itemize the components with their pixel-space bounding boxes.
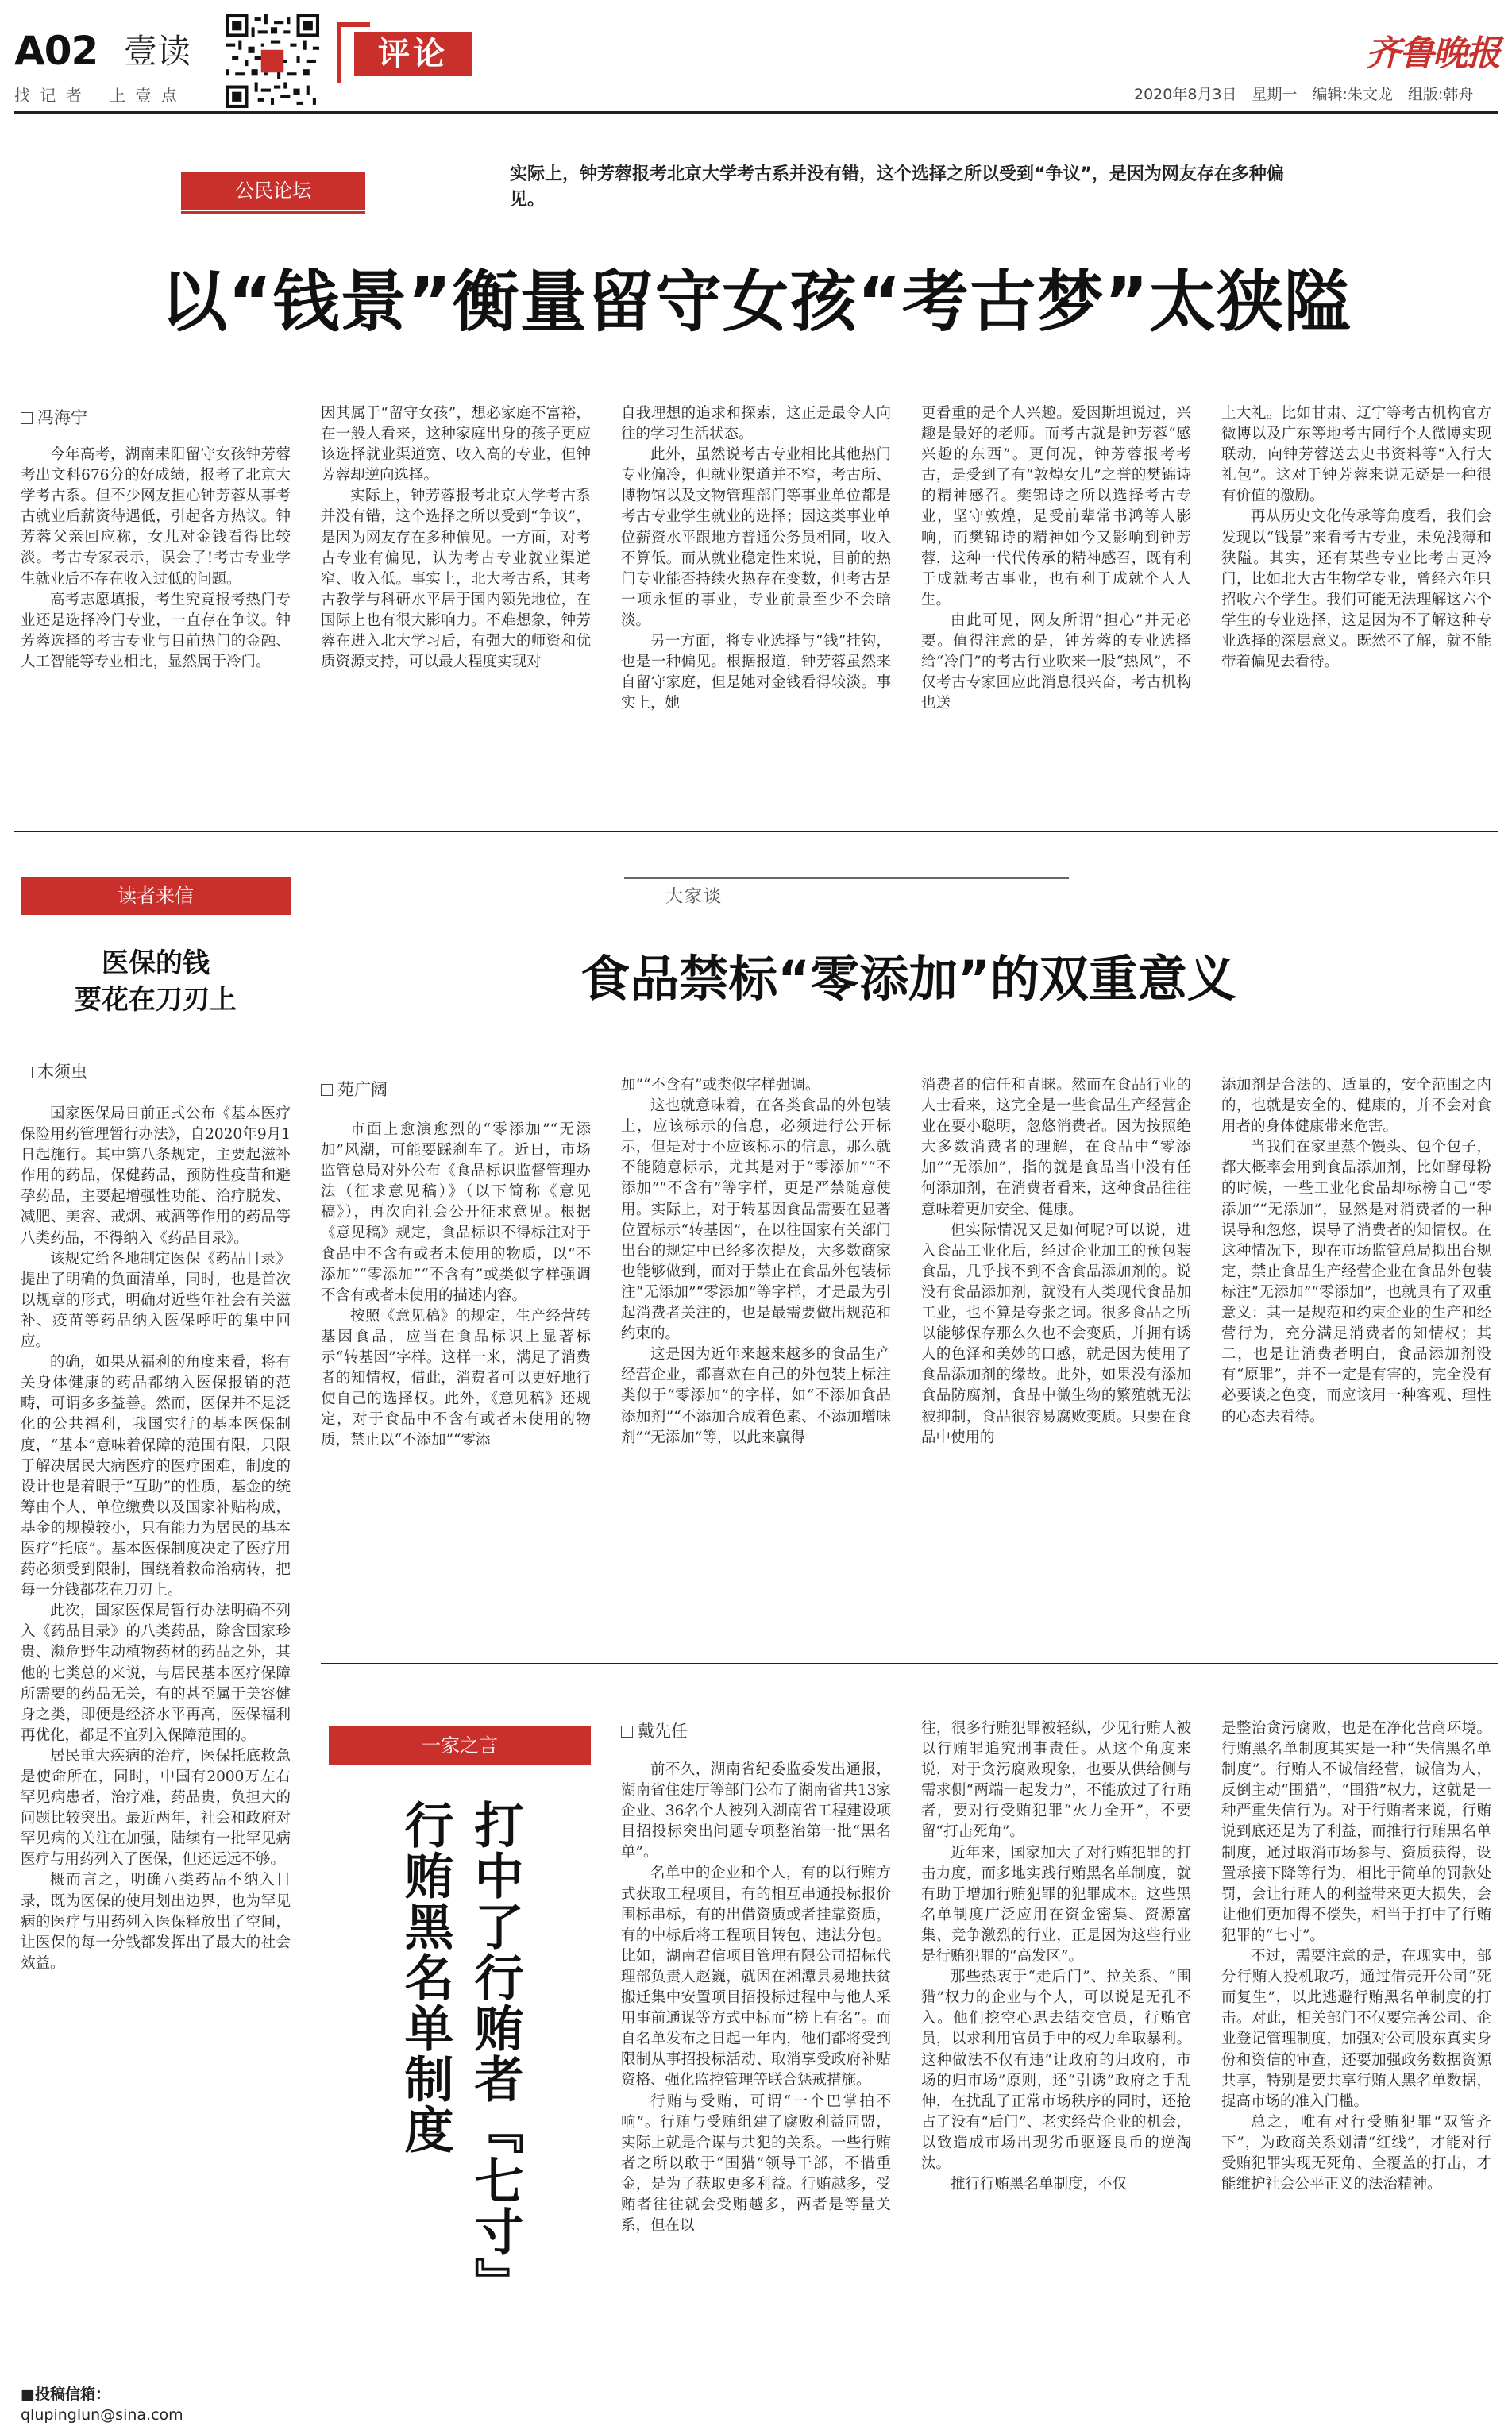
article3-author: 苑广阔 [338, 1080, 388, 1099]
article3-column-3 [921, 1075, 1191, 1628]
slogan: 找 记 者 上 壹 点 [14, 86, 179, 105]
article4-byline [621, 1718, 688, 1742]
article1-deck: 实际上，钟芳蓉报考北京大学考古系并没有错，这个选择之所以受到“争议”，是因为网友存在多种偏见。 [510, 164, 1284, 210]
article4-author: 戴先任 [638, 1722, 688, 1741]
article4-column-1 [621, 1760, 891, 2411]
article3-column-4 [1221, 1075, 1491, 1628]
section-divider [14, 831, 1498, 832]
article1-author: 冯海宁 [37, 408, 87, 427]
paragraph: 消费者的信任和青睐。然而在食品行业的人士看来，这完全是一些食品生产经营企业在耍小聪明，忽悠消费者。因为按照绝大多数消费者的理解，在食品中“零添加”“无添加”，指的就是食品当中没有任何添加剂，在消费者看来，这种食品往往意味着更加安全、健康。 [921, 1077, 1191, 1218]
paragraph: 那些热衷于“走后门”、拉关系、“围猎”权力的企业与个人，可以说是无孔不入。他们挖空心思去结交官员，行贿官员，以求利用官员手中的权力牟取暴利。这种做法不仅有违“让政府的归政府，市场的归市场”原则，还“引诱”政府之手乱伸，在扰乱了正常市场秩序的同时，还抢占了没有“后门”、老实经营企业的机会，以致造成市场出现劣币驱逐良币的逆淘汰。 [921, 1969, 1191, 2172]
article4-headline-col-2: 行贿黑名单制度 [396, 1799, 454, 2155]
byline-square-icon [321, 1084, 333, 1096]
byline-square-icon [621, 1726, 633, 1738]
submission-email[interactable]: qlupinglun@sina.com [21, 2406, 183, 2424]
article1-byline [21, 405, 87, 429]
article1-column-3 [621, 403, 891, 794]
paragraph: 往，很多行贿犯罪被轻纵，少见行贿人被以行贿罪追究刑事责任。从这个角度来说，对于贪污腐败现象，也要从供给侧与需求侧“两端一起发力”，不能放过了行贿者，要对行受贿犯罪“火力全开”，不要留“打击死角”。 [921, 1720, 1191, 1841]
section-left-label: 壹读 [124, 32, 191, 71]
paragraph: 加”“不含有”或类似字样强调。 [621, 1077, 820, 1094]
page-header [0, 0, 1512, 135]
headline-line: 要花在刀刃上 [75, 984, 237, 1016]
page-number: A02 [14, 28, 98, 74]
masthead-logo: 齐鲁晚报 [1366, 33, 1499, 74]
article1-column-5 [1221, 403, 1491, 794]
article2-column [21, 1104, 291, 2382]
paragraph: 因其属于“留守女孩”，想必家庭不富裕，在一般人看来，这种家庭出身的孩子更应该选择就业渠道宽、收入高的专业，但钟芳蓉却逆向选择。 [321, 405, 591, 484]
paragraph: 由此可见，网友所谓“担心”并无必要。值得注意的是，钟芳蓉的专业选择给“冷门”的考古行业吹来一股“热风”，不仅考古专家回应此消息很兴奋，考古机构也送 [921, 611, 1191, 712]
paragraph: 该规定给各地制定医保《药品目录》提出了明确的负面清单，同时，也是首次以规章的形式，明确对近些年社会有关滋补、疫苗等药品纳入医保呼吁的集中回应。 [21, 1250, 291, 1351]
article3-byline [321, 1077, 388, 1101]
paragraph: 自我理想的追求和探索，这正是最令人向往的学习生活状态。 [621, 405, 891, 443]
header-divider [14, 111, 1498, 114]
paragraph: 总之，唯有对行受贿犯罪“双管齐下”，为政商关系划清“红线”，才能对行受贿犯罪实现无死角、全覆盖的打击，才能维护社会公平正义的法治精神。 [1221, 2113, 1491, 2193]
article1-column-4 [921, 403, 1191, 794]
byline-square-icon [21, 412, 33, 424]
date-line: 2020年8月3日 星期一 编辑:朱文龙 组版:韩舟 [1134, 86, 1474, 103]
paragraph: 上大礼。比如甘肃、辽宁等考古机构官方微博以及广东等地考古同行个人微博实现联动，向钟芳蓉送去史书资料等“入行大礼包”。这对于钟芳蓉来说无疑是一种很有价值的激励。 [1221, 405, 1491, 505]
paragraph: 当我们在家里蒸个馒头、包个包子，都大概率会用到食品添加剂，比如酵母粉的时候，一些工业化食品却标榜自己“零添加”“无添加”，显然是对消费者的一种误导和忽悠，误导了消费者的知情权。在这种情况下，现在市场监管总局拟出台规定，禁止食品生产经营企业在食品外包装标注“无添加”“零添加”，也就具有了双重意义：其一是规范和约束企业的生产和经营行为，充分满足消费者的知情权；其二，也是让消费者明白，食品添加剂没有“原罪”，并不一定是有害的，完全没有必要谈之色变，而应该用一种客观、理性的心态去看待。 [1221, 1139, 1491, 1425]
article3-headline: 食品禁标“零添加”的双重意义 [580, 950, 1236, 1008]
column-tag-everyone-talks: 大家谈 [665, 887, 723, 907]
article1-column-2 [321, 403, 591, 794]
article3-column-1 [321, 1120, 591, 1628]
article1-column-1 [21, 445, 291, 794]
paragraph: 的确，如果从福利的角度来看，将有关身体健康的药品都纳入医保报销的范畴，可谓多多益善。然而，医保并不是泛化的公共福利，我国实行的基本医保制度，“基本”意味着保障的范围有限，只限于解决居民大病医疗的医疗困难，制度的设计也是着眼于“互助”的性质，基金的统筹由个人、单位缴费以及国家补贴构成，基金的规模较小，只有能力为居民的基本医疗“托底”。基本医保制度决定了医疗用药必须受到限制，围绕着救命治病转，把每一分钱都花在刀刃上。 [21, 1354, 291, 1599]
article2-author: 木须虫 [37, 1063, 87, 1082]
paragraph: 高考志愿填报，考生究竟报考热门专业还是选择冷门专业，一直存在争议。钟芳蓉选择的考古专业与目前热门的金融、人工智能等专业相比，显然属于冷门。 [21, 591, 291, 670]
paragraph: 名单中的企业和个人，有的以行贿方式获取工程项目，有的相互串通投标报价围标串标，有的出借资质或者挂靠资质，有的中标后将工程项目转包、违法分包。比如，湖南君信项目管理有限公司招标代理部负责人赵巍，就因在湘潭县易地扶贫搬迁集中安置项目招投标过程中与他人采用事前通谋等方式中标而“榜上有名”。而自名单发布之日起一年内，他们都将受到限制从事招投标活动、取消享受政府补贴资格、强化监控管理等联合惩戒措施。 [621, 1865, 891, 2089]
paragraph: 添加剂是合法的、适量的，安全范围之内的，也就是安全的、健康的，并不会对食用者的身体健康带来危害。 [1221, 1077, 1491, 1136]
article4-column-2 [921, 1718, 1191, 2411]
section-divider [321, 1663, 1498, 1664]
paragraph: 市面上愈演愈烈的“零添加”“无添加”风潮，可能要踩刹车了。近日，市场监管总局对外公布《食品标识监督管理办法（征求意见稿）》（以下简称《意见稿》），再次向社会公开征求意见。根据《意见稿》规定，食品标识不得标注对于食品中不含有或者未使用的物质，以“不添加”“零添加”“不含有”或类似字样强调不含有或者未使用的描述内容。 [321, 1121, 591, 1304]
paragraph: 今年高考，湖南耒阳留守女孩钟芳蓉考出文科676分的好成绩，报考了北京大学考古系。但不少网友担心钟芳蓉从事考古就业后薪资待遇低，引起各方热议。钟芳蓉父亲回应称，女儿对金钱看得比较淡。考古专家表示，误会了!考古专业学生就业后不存在收入过低的问题。 [21, 446, 291, 588]
submission-label: ■投稿信箱： [21, 2386, 110, 2403]
paragraph: 行贿与受贿，可谓“一个巴掌拍不响”。行贿与受贿组建了腐败利益同盟，实际上就是合谋与共犯的关系。一些行贿者之所以敢于“围猎”领导干部，不惜重金，是为了获取更多利益。行贿越多，受贿者往往就会受贿越多，两者是等量关系，但在以 [621, 2093, 891, 2235]
paragraph: 是整治贪污腐败，也是在净化营商环境。行贿黑名单制度其实是一种“失信黑名单制度”。行贿人不诚信经营，诚信为人，反倒主动“围猎”，“围猎”权力，这就是一种严重失信行为。对于行贿者来说，行贿说到底还是为了利益，而推行行贿黑名单制度，通过取消市场参与、资质获得，设置承接下降等行为，相比于简单的罚款处罚，会让行贿人的利益带来更大损失，会让他们更加得不偿失，相当于打中了行贿犯罪的“七寸”。 [1221, 1720, 1491, 1944]
section-badge: 评论 [354, 32, 472, 76]
submission-box [21, 2384, 291, 2425]
tag-underline [181, 211, 365, 214]
paragraph: 但实际情况又是如何呢?可以说，进入食品工业化后，经过企业加工的预包装食品，几乎找不到不含食品添加剂的。说没有食品添加剂，就没有人类现代食品加工业，也不算是夸张之词。很多食品之所以能够保存那么久也不会变质，并拥有诱人的色泽和美妙的口感，就是因为使用了食品添加剂的缘故。此外，如果没有添加食品防腐剂，食品中微生物的繁殖就无法被抑制，食品很容易腐败变质。只要在食品中使用的 [921, 1221, 1191, 1446]
qr-code-icon[interactable] [226, 14, 319, 108]
paragraph: 居民重大疾病的治疗，医保托底救急是使命所在，同时，中国有2000万左右罕见病患者，治疗难，药品贵，负担大的问题比较突出。最近两年，社会和政府对罕见病的关注在加强，陆续有一批罕见病医疗与用药列入了医保，但还远远不够。 [21, 1747, 291, 1869]
paragraph: 此次，国家医保局暂行办法明确不列入《药品目录》的八类药品，除含国家珍贵、濒危野生动植物药材的药品之外，其他的七类总的来说，与居民基本医疗保障所需要的药品无关，有的甚至属于美容健身之类，即便是经济水平再高，医保福利再优化，都是不宜列入保障范围的。 [21, 1603, 291, 1744]
byline-square-icon [21, 1067, 33, 1078]
paragraph: 这也就意味着，在各类食品的外包装上，应该标示的信息，必须进行公开标示，但是对于不应该标示的信息，那么就不能随意标示，尤其是对于“零添加”“不添加”“不含有”等字样，更是严禁随意使用。实际上，对于转基因食品需要在显著位置标示“转基因”，在以往国家有关部门出台的规定中已经多次提及，大多数商家也能够做到，而对于禁止在食品外包装标注“无添加”“零添加”等字样，才是最为引起消费者关注的，也是最需要做出规范和约束的。 [621, 1097, 891, 1343]
article1-headline: 以“钱景”衡量留守女孩“考古梦”太狭隘 [160, 263, 1352, 341]
article4-column-3 [1221, 1718, 1491, 2411]
paragraph: 另一方面，将专业选择与“钱”挂钩，也是一种偏见。根据报道，钟芳蓉虽然来自留守家庭，但是她对金钱看得较淡。事实上，她 [621, 633, 891, 712]
article4-headline-col-1: 打中了行贿者『七寸』 [466, 1799, 524, 2308]
paragraph: 这是因为近年来越来越多的食品生产经营企业，都喜欢在自己的外包装上标注类似于“零添加”的字样，如“不添加食品添加剂”“不添加合成着色素、不添加增味剂”“无添加”等，以此来赢得 [621, 1346, 891, 1446]
paragraph: 不过，需要注意的是，在现实中，部分行贿人投机取巧，通过借壳开公司“死而复生”，以此逃避行贿黑名单制度的打击。对此，相关部门不仅要完善公司、企业登记管理制度，加强对公司股东真实身份和资信的审查，还要加强政务数据资源共享，特别是要共享行贿人黑名单数据，提高市场的准入门槛。 [1221, 1948, 1491, 2110]
headline-line: 医保的钱 [102, 947, 210, 979]
paragraph: 再从历史文化传承等角度看，我们会发现以“钱景”来看考古专业，未免浅薄和狭隘。其实，还有某些专业比考古更冷门，比如北大古生物学专业，曾经六年只招收六个学生。我们可能无法理解这六个学生的专业选择，这是因为不了解这种专业选择的深层意义。既然不了解，就不能带着偏见去看待。 [1221, 508, 1491, 671]
paragraph: 实际上，钟芳蓉报考北京大学考古系并没有错，这个选择之所以受到“争议”，是因为网友存在多种偏见。一方面，对考古专业有偏见，认为考古专业就业渠道窄、收入低。事实上，北大考古系，其考古教学与科研水平居于国内领先地位，在国际上也有很大影响力。不难想象，钟芳蓉在进入北大学习后，有强大的师资和优质资源支持，可以最大程度实现对 [321, 488, 591, 671]
article2-byline [21, 1059, 87, 1083]
paragraph: 近年来，国家加大了对行贿犯罪的打击力度，而多地实践行贿黑名单制度，就有助于增加行贿犯罪的犯罪成本。这些黑名单制度广泛应用在资金密集、资源富集、竞争激烈的行业，正是因为这些行业是行贿犯罪的“高发区”。 [921, 1844, 1191, 1965]
paragraph: 更看重的是个人兴趣。爱因斯坦说过，兴趣是最好的老师。而考古就是钟芳蓉“感兴趣的东西”。更何况，钟芳蓉报考考古，是受到了有“敦煌女儿”之誉的樊锦诗的精神感召。樊锦诗之所以选择考古专业，坚守敦煌，是受前辈常书鸿等人影响，而樊锦诗的精神如今又影响到钟芳蓉，这种一代代传承的精神感召，既有利于成就考古事业，也有利于成就个人人生。 [921, 405, 1191, 608]
article3-column-2 [621, 1075, 891, 1628]
column-tag-civic-forum: 公民论坛 [181, 172, 365, 210]
paragraph: 按照《意见稿》的规定，生产经营转基因食品，应当在食品标识上显著标示“转基因”字样。这样一来，满足了消费者的知情权，借此，消费者可以更好地行使自己的选择权。此外，《意见稿》还规定，对于食品中不含有或者未使用的物质，禁止以“不添加”“零添 [321, 1307, 591, 1449]
article2-headline [21, 945, 291, 1018]
paragraph: 概而言之，明确八类药品不纳入目录，既为医保的使用划出边界，也为罕见病的医疗与用药列入医保释放出了空间，让医保的每一分钱都发挥出了最大的社会效益。 [21, 1872, 291, 1972]
paragraph: 国家医保局日前正式公布《基本医疗保险用药管理暂行办法》，自2020年9月1日起施行。其中第八条规定，主要起滋补作用的药品，保健药品，预防性疫苗和避孕药品，主要起增强性功能、治疗脱发、减肥、美容、戒烟、戒酒等作用的药品等八类药品，不得纳入《药品目录》。 [21, 1105, 291, 1247]
paragraph: 此外，虽然说考古专业相比其他热门专业偏冷，但就业渠道并不窄，考古所、博物馆以及文物管理部门等事业单位都是考古专业学生就业的选择；因这类事业单位薪资水平跟地方普通公务员相同，收入不算低。而从就业稳定性来说，目前的热门专业能否持续火热存在变数，但考古是一项永恒的事业，专业前景至少不会暗淡。 [621, 446, 891, 629]
paragraph: 前不久，湖南省纪委监委发出通报，湖南省住建厅等部门公布了湖南省共13家企业、36名个人被列入湖南省工程建设项目招投标突出问题专项整治第一批“黑名单”。 [621, 1761, 891, 1861]
paragraph: 推行行贿黑名单制度，不仅 [951, 2176, 1128, 2193]
column-tag-one-view: 一家之言 [329, 1726, 591, 1765]
column-tag-reader-letters: 读者来信 [21, 877, 291, 915]
